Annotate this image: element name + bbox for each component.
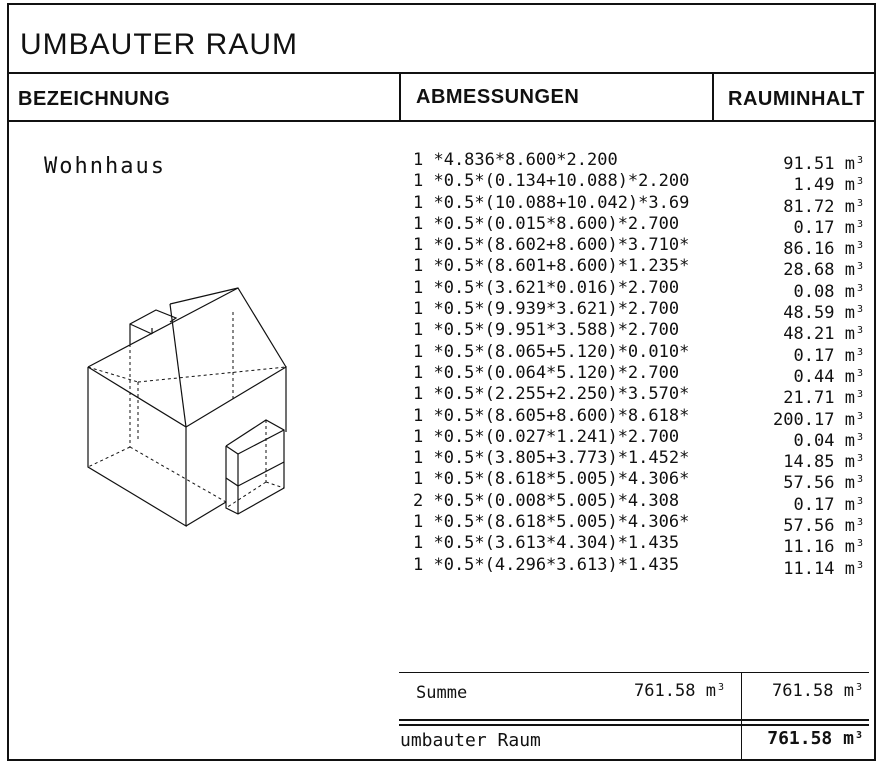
row-volume: 91.51 m $^3$ xyxy=(783,154,863,174)
header-divider xyxy=(7,120,876,122)
summe-label: Summe xyxy=(416,683,468,703)
calculation-row xyxy=(413,320,863,345)
header-abmessungen: ABMESSUNGEN xyxy=(416,86,580,108)
row-volume: 11.16 m $^3$ xyxy=(783,537,863,558)
row-formula: 1 *0.5*(0.027*1.241)*2.700 xyxy=(413,426,680,447)
house-drawing xyxy=(78,282,298,532)
calculation-row xyxy=(413,490,863,515)
row-volume: 81.72 m $^3$ xyxy=(783,196,863,217)
row-formula: 1 *4.836*8.600*2.200 xyxy=(413,150,618,170)
calculation-row xyxy=(413,235,863,260)
row-volume: 0.17 m $^3$ xyxy=(793,345,863,366)
row-volume: 200.17 m $^3$ xyxy=(773,409,863,430)
row-formula: 1 *0.5*(0.064*5.120)*2.700 xyxy=(413,362,680,383)
row-formula: 1 *0.5*(8.602+8.600)*3.710* xyxy=(413,235,690,256)
row-formula: 1 *0.5*(3.805+3.773)*1.452* xyxy=(413,448,690,469)
total-separator xyxy=(741,719,742,761)
row-volume: 86.16 m $^3$ xyxy=(783,239,863,260)
calculation-row xyxy=(413,554,863,579)
row-volume: 1.49 m $^3$ xyxy=(793,175,863,196)
row-formula: 1 *0.5*(8.605+8.600)*8.618* xyxy=(413,405,690,426)
header-separator-2 xyxy=(712,72,714,121)
calculation-row xyxy=(413,277,863,302)
calculation-row xyxy=(413,150,863,174)
calculation-row xyxy=(413,256,863,281)
calculation-row xyxy=(413,171,863,196)
title-divider xyxy=(7,72,876,74)
row-formula: 1 *0.5*(4.296*3.613)*1.435 xyxy=(413,554,680,575)
row-formula: 1 *0.5*(8.618*5.005)*4.306* xyxy=(413,512,690,533)
header-rauminhalt: RAUMINHALT xyxy=(728,88,865,110)
row-volume: 57.56 m $^3$ xyxy=(783,516,863,537)
total-double-line-1 xyxy=(399,719,869,721)
calculation-row xyxy=(413,213,863,238)
row-volume: 14.85 m $^3$ xyxy=(783,452,863,473)
row-volume: 0.17 m $^3$ xyxy=(793,217,863,238)
calculation-row xyxy=(413,426,863,451)
row-formula: 1 *0.5*(0.015*8.600)*2.700 xyxy=(413,213,680,234)
row-formula: 1 *0.5*(8.601+8.600)*1.235* xyxy=(413,256,690,277)
row-volume: 0.08 m $^3$ xyxy=(793,281,863,302)
header-bezeichnung: BEZEICHNUNG xyxy=(18,88,171,110)
row-formula: 1 *0.5*(0.134+10.088)*2.200 xyxy=(413,171,690,192)
row-volume: 0.44 m $^3$ xyxy=(793,366,863,387)
row-volume: 0.04 m $^3$ xyxy=(793,430,863,451)
row-formula: 1 *0.5*(2.255+2.250)*3.570* xyxy=(413,384,690,405)
summe-value: 761.58 m $^3$ xyxy=(772,681,862,701)
header-separator-1 xyxy=(399,72,401,121)
row-volume: 57.56 m $^3$ xyxy=(783,473,863,494)
row-volume: 0.17 m $^3$ xyxy=(793,494,863,515)
calculation-row xyxy=(413,533,863,558)
row-formula: 1 *0.5*(3.613*4.304)*1.435 xyxy=(413,533,680,554)
row-volume: 21.71 m $^3$ xyxy=(783,388,863,409)
row-formula: 1 *0.5*(10.088+10.042)*3.69 xyxy=(413,192,690,213)
calculation-row xyxy=(413,299,863,324)
total-label: umbauter Raum xyxy=(400,730,541,751)
summe-separator xyxy=(741,672,742,719)
page-title: UMBAUTER RAUM xyxy=(20,28,299,61)
calculation-row xyxy=(413,448,863,473)
building-name: Wohnhaus xyxy=(44,154,166,179)
calculation-row xyxy=(413,469,863,494)
summe-value-mid: 761.58 m $^3$ xyxy=(634,681,724,701)
total-double-line-2 xyxy=(399,724,869,726)
calculation-row xyxy=(413,362,863,387)
row-formula: 1 *0.5*(8.618*5.005)*4.306* xyxy=(413,469,690,490)
total-value: 761.58 m $^3$ xyxy=(767,728,862,749)
calculation-row xyxy=(413,405,863,430)
row-volume: 48.21 m $^3$ xyxy=(783,324,863,345)
row-formula: 1 *0.5*(8.065+5.120)*0.010* xyxy=(413,341,690,362)
calculation-list xyxy=(413,150,863,579)
row-volume: 28.68 m $^3$ xyxy=(783,260,863,281)
summe-divider xyxy=(399,672,869,673)
row-formula: 1 *0.5*(3.621*0.016)*2.700 xyxy=(413,277,680,298)
row-formula: 2 *0.5*(0.008*5.005)*4.308 xyxy=(413,490,680,511)
row-formula: 1 *0.5*(9.939*3.621)*2.700 xyxy=(413,299,680,320)
calculation-row xyxy=(413,384,863,409)
row-formula: 1 *0.5*(9.951*3.588)*2.700 xyxy=(413,320,680,341)
calculation-row xyxy=(413,192,863,217)
calculation-row xyxy=(413,341,863,366)
row-volume: 48.59 m $^3$ xyxy=(783,303,863,324)
row-volume: 11.14 m $^3$ xyxy=(783,558,863,579)
calculation-row xyxy=(413,512,863,537)
